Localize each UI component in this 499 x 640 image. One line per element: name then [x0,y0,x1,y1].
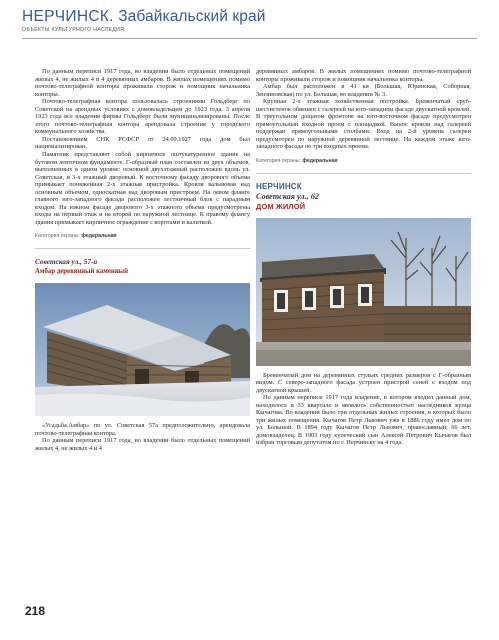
house-photo [256,218,471,366]
page-title [22,8,477,26]
left-object-name: Амбар деревянный каменный [35,268,128,276]
category-label: Категория охраны: [35,233,80,240]
left-paragraph-3: Постановлением СНК РСФСР от 24.09.1927 года дом был национализирован. [35,135,250,151]
right-paragraph-5: По данным переписи 1917 года владение, в котором входил данный дом, находилось в 33 квартале и являлось собственностью наследников купца Кычагова. Во владении было три отдельных жилых строения, в которых было три жилых помещения. Кычагов Петр Львович уже в 1886 году имел дом по ул. Большой. В 1894 году Кычагов Петр Львович, православный, 66 лет, домовладелец. В 1903 году купеческий сын Алексей Петрович Кычагов был избран торговым депутатом по г. Нерчинску на 4 года. [256,394,471,447]
header-region: Забайкальский край [118,8,266,25]
category-value: федеральная [81,233,117,240]
left-protection-category [35,233,250,240]
left-paragraph-5: «Усадьба.Амбар» по ул. Советская 57а предположительно, арендовала почтово-телеграфная контора. [35,421,250,437]
left-paragraph-1: По данным переписи 1917 года, во владении было отдельных помещений жилых 4, не жилых 4 и 4 деревянных амбаров. В жилых помещениях помимо почтово-телеграфной конторы проживали сторож и помощник начальника конторы. [35,68,250,98]
right-object-name: ДОМ ЖИЛОЙ [256,202,306,212]
category-value: федеральная [302,158,338,165]
right-paragraph-1: деревянных амбаров. В жилых помещениях помимо почтово-телеграфной конторы проживали сторож и помощник начальника конторы. [256,68,471,83]
header-city: НЕРЧИНСК. [22,8,114,25]
house-photo-image [256,218,471,366]
right-paragraph-3: Крупная 2-х этажная хозяйственная постройка. Бревенчатый сруб-шестистенок обвешен с галереей на юго-западном фасаде двускатной кровлей. В треугольном дощатом фронтоне на юго-восточном фасаде предусмотрен прямоугольный входной проем с площадкой. Вынос кровли над галереей поддержан прямоугольными столбами. Вход на 2-й уровень галереи предусмотрен по наружной деревянной лестнице. На каждом этаже юго-западного фасада по три входных проема. [256,98,471,151]
header-divider [22,38,477,39]
left-section-divider [35,248,250,249]
right-object-address: Советская ул., 62 [256,192,319,202]
left-paragraph-2: Почтово-телеграфная контора пользовалась строениями Гольдберг по Советской на арендных условиях с домовладельцем до 1923 года. 3 апреля 1923 года все владения фирмы Гольдберг были муниципализированы. После этого почтово-телеграфная контора арендовала строения у городского коммунального хозяйства. [35,98,250,136]
right-column [256,68,471,447]
right-protection-category [256,158,471,165]
right-paragraph-4: Бревенчатый дом на деревянных стульях средних размеров с Г-образным видом. С северо-западного фасада устроен пристрой сеней с входом под двускатной крышей. [256,371,471,394]
page-header [22,8,477,34]
left-object-address: Советская ул., 57-а [35,257,98,267]
left-column [35,68,250,452]
page-number: 218 [25,604,46,618]
right-paragraph-2: Амбар был расположен в 41 кв (Большая, Юринская, Соборная, Зензиновская) по ул. Большая, во владении № 3. [256,83,471,98]
barn-photo [35,283,250,416]
right-section-divider [256,173,471,174]
left-paragraph-4: Памятник представляет собой кирпичное оштукатуренное здание на бутовом ленточном фундаменте. Г-образный план составлен из двух объемов, выполненных в одном уровне: основной двухэтажный расположен вдоль ул. Советская, и 3-х этажный дворовый. К восточному фасаду дворового объема примыкает пониженная 2-х этажная пристройка. Кровля вальмовая над основным объемом, односкатная над дворовым пристроем. На левом фланге главного юго-западного фасада расположен лестничный блок с парадным входом. На южном фасаде дворового 3-х этажного объема предусмотрены входы на первый этаж и на второй по наружной лестнице. К правому флангу здания примыкает кирпичное ограждение с воротами и калиткой. [35,151,250,226]
left-paragraph-6: По данным переписи 1917 года, во владении было отдельных помещений жилых 4, не жилых 4 и 4 [35,437,250,452]
section-city-label: НЕРЧИНСК [256,182,302,192]
barn-photo-image [35,283,250,416]
header-subtitle: ОБЪЕКТЫ КУЛЬТУРНОГО НАСЛЕДИЯ [22,27,125,33]
category-label: Категория охраны: [256,158,301,165]
